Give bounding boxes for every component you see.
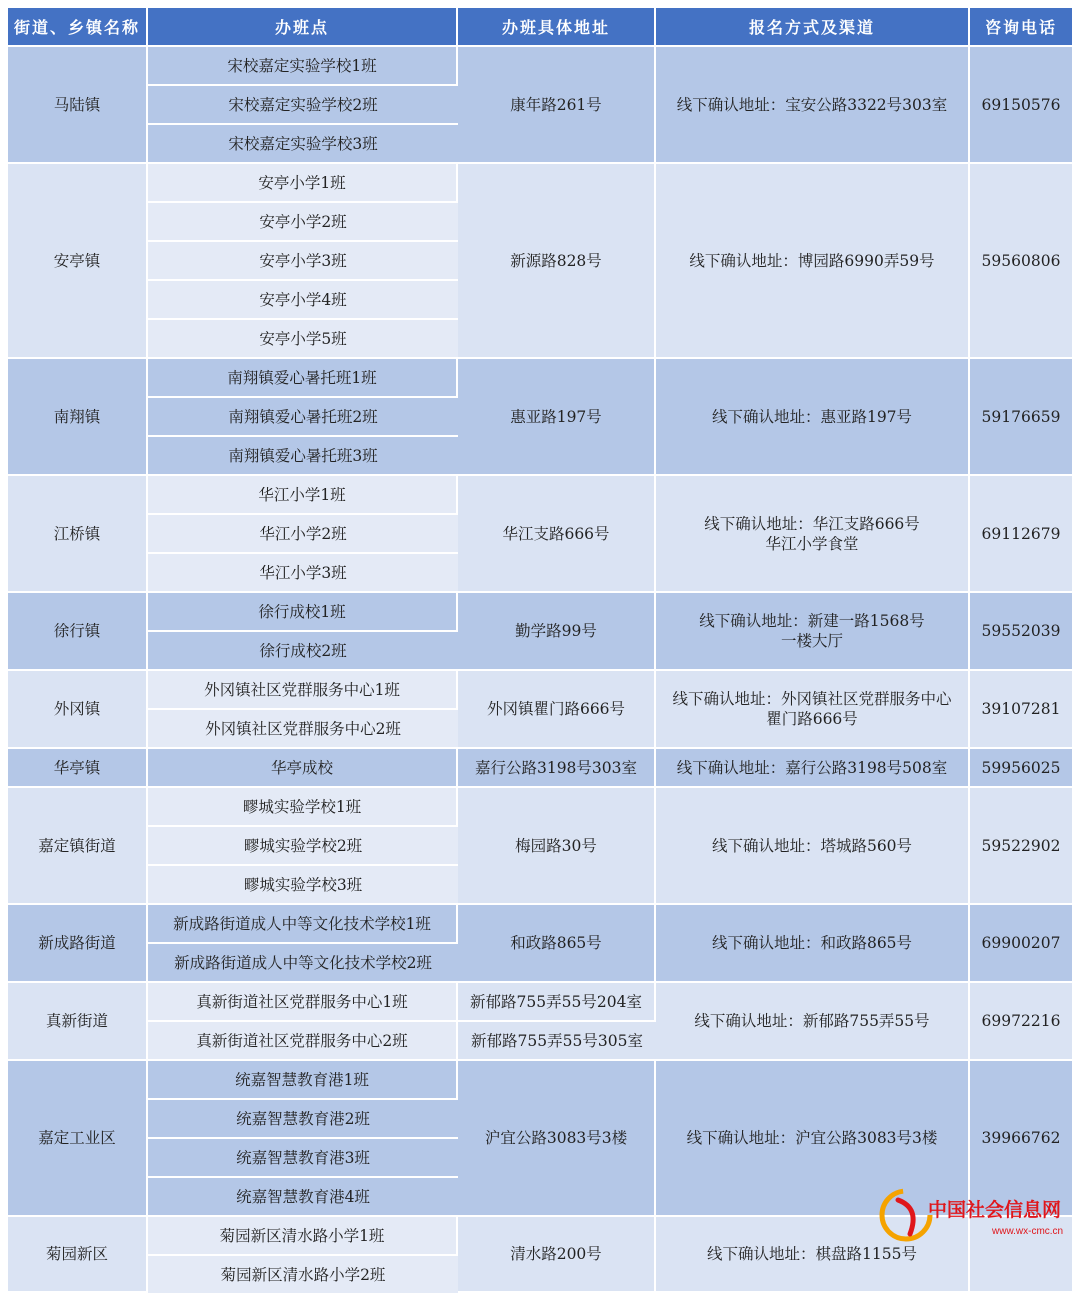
site-watermark-logo xyxy=(876,1178,1076,1248)
town-group xyxy=(8,749,1072,788)
table-row xyxy=(8,983,1072,1022)
table-row xyxy=(8,671,1072,710)
table-row xyxy=(8,749,1072,788)
town-group xyxy=(8,476,1072,593)
town-group xyxy=(8,359,1072,476)
signup-method xyxy=(656,671,970,749)
class-site: 新成路街道成人中等文化技术学校2班 xyxy=(148,944,458,983)
contact-phone: 59176659 xyxy=(970,359,1072,476)
signup-method xyxy=(656,476,970,593)
town-name: 菊园新区 xyxy=(8,1217,148,1293)
site-address: 惠亚路197号 xyxy=(458,359,656,476)
class-site: 疁城实验学校1班 xyxy=(148,788,458,827)
class-site: 真新街道社区党群服务中心1班 xyxy=(148,983,458,1022)
class-site: 外冈镇社区党群服务中心1班 xyxy=(148,671,458,710)
class-site: 宋校嘉定实验学校2班 xyxy=(148,86,458,125)
header-site: 办班点 xyxy=(148,8,458,47)
header-town: 街道、乡镇名称 xyxy=(8,8,148,47)
town-group xyxy=(8,671,1072,749)
class-site: 统嘉智慧教育港3班 xyxy=(148,1139,458,1178)
class-site: 徐行成校2班 xyxy=(148,632,458,671)
signup-method xyxy=(656,983,970,1061)
table-row xyxy=(8,164,1072,203)
contact-phone: 59956025 xyxy=(970,749,1072,788)
site-address: 清水路200号 xyxy=(458,1217,656,1293)
town-name: 外冈镇 xyxy=(8,671,148,749)
class-site: 菊园新区清水路小学2班 xyxy=(148,1256,458,1293)
signup-line: 华江小学食堂 xyxy=(765,534,859,553)
town-name: 江桥镇 xyxy=(8,476,148,593)
class-site: 安亭小学4班 xyxy=(148,281,458,320)
town-group xyxy=(8,905,1072,983)
town-group xyxy=(8,788,1072,905)
signup-line: 线下确认地址：宝安公路3322号303室 xyxy=(676,95,948,114)
class-site: 真新街道社区党群服务中心2班 xyxy=(148,1022,458,1061)
class-site: 南翔镇爱心暑托班3班 xyxy=(148,437,458,476)
site-address: 华江支路666号 xyxy=(458,476,656,593)
signup-line: 线下确认地址：博园路6990弄59号 xyxy=(689,251,935,270)
signup-method xyxy=(656,749,970,788)
logo-ring xyxy=(882,1191,930,1239)
signup-line: 线下确认地址：惠亚路197号 xyxy=(711,407,913,426)
signup-line: 线下确认地址：塔城路560号 xyxy=(711,836,913,855)
site-address: 新郁路755弄55号305室 xyxy=(458,1022,656,1061)
signup-line: 线下确认地址：沪宜公路3083号3楼 xyxy=(686,1129,938,1147)
class-site: 菊园新区清水路小学1班 xyxy=(148,1217,458,1256)
contact-phone: 69150576 xyxy=(970,47,1072,164)
signup-line: 线下确认地址：棋盘路1155号 xyxy=(707,1245,917,1263)
signup-method xyxy=(656,359,970,476)
contact-phone: 69900207 xyxy=(970,905,1072,983)
signup-line: 瞿门路666号 xyxy=(766,710,858,728)
town-name: 徐行镇 xyxy=(8,593,148,671)
table-row xyxy=(8,1061,1072,1100)
table-row xyxy=(8,593,1072,632)
contact-phone: 59522902 xyxy=(970,788,1072,905)
header-row xyxy=(8,8,1072,47)
signup-line: 线下确认地址：嘉行公路3198号508室 xyxy=(676,758,948,777)
table-row xyxy=(8,788,1072,827)
class-site: 华江小学3班 xyxy=(148,554,458,593)
class-site: 安亭小学3班 xyxy=(148,242,458,281)
signup-method xyxy=(656,164,970,359)
town-name: 南翔镇 xyxy=(8,359,148,476)
class-site: 疁城实验学校3班 xyxy=(148,866,458,905)
town-name: 嘉定镇街道 xyxy=(8,788,148,905)
table-row xyxy=(8,905,1072,944)
site-address: 勤学路99号 xyxy=(458,593,656,671)
contact-phone: 69972216 xyxy=(970,983,1072,1061)
class-site: 安亭小学5班 xyxy=(148,320,458,359)
class-site: 宋校嘉定实验学校1班 xyxy=(148,47,458,86)
signup-method xyxy=(656,788,970,905)
site-address: 沪宜公路3083号3楼 xyxy=(458,1061,656,1217)
class-site: 安亭小学1班 xyxy=(148,164,458,203)
town-name: 马陆镇 xyxy=(8,47,148,164)
class-site: 统嘉智慧教育港2班 xyxy=(148,1100,458,1139)
signup-method xyxy=(656,593,970,671)
watermark-url: www.wx-cmc.cn xyxy=(992,1226,1064,1237)
contact-phone: 59552039 xyxy=(970,593,1072,671)
town-group xyxy=(8,593,1072,671)
class-site: 疁城实验学校2班 xyxy=(148,827,458,866)
class-site: 统嘉智慧教育港1班 xyxy=(148,1061,458,1100)
town-name: 华亭镇 xyxy=(8,749,148,788)
class-site: 南翔镇爱心暑托班2班 xyxy=(148,398,458,437)
header-phone: 咨询电话 xyxy=(970,8,1072,47)
class-site: 统嘉智慧教育港4班 xyxy=(148,1178,458,1217)
signup-line: 一楼大厅 xyxy=(780,632,843,650)
logo-swoosh xyxy=(898,1200,913,1234)
class-site: 南翔镇爱心暑托班1班 xyxy=(148,359,458,398)
site-address: 嘉行公路3198号303室 xyxy=(458,749,656,788)
signup-line: 线下确认地址：和政路865号 xyxy=(711,934,913,952)
class-site: 外冈镇社区党群服务中心2班 xyxy=(148,710,458,749)
header-signup: 报名方式及渠道 xyxy=(656,8,970,47)
site-address: 外冈镇瞿门路666号 xyxy=(458,671,656,749)
class-site: 宋校嘉定实验学校3班 xyxy=(148,125,458,164)
class-site: 华亭成校 xyxy=(148,749,458,788)
town-group xyxy=(8,47,1072,164)
class-site: 华江小学2班 xyxy=(148,515,458,554)
signup-line: 线下确认地址：华江支路666号 xyxy=(704,514,920,533)
site-address: 和政路865号 xyxy=(458,905,656,983)
table-row xyxy=(8,47,1072,86)
site-address: 新郁路755弄55号204室 xyxy=(458,983,656,1022)
town-name: 嘉定工业区 xyxy=(8,1061,148,1217)
town-name: 新成路街道 xyxy=(8,905,148,983)
site-address: 康年路261号 xyxy=(458,47,656,164)
class-site: 徐行成校1班 xyxy=(148,593,458,632)
header-address: 办班具体地址 xyxy=(458,8,656,47)
signup-line: 线下确认地址：新郁路755弄55号 xyxy=(694,1012,930,1030)
contact-phone: 39107281 xyxy=(970,671,1072,749)
town-group xyxy=(8,164,1072,359)
contact-phone: 59560806 xyxy=(970,164,1072,359)
town-group xyxy=(8,983,1072,1061)
site-address: 新源路828号 xyxy=(458,164,656,359)
town-name: 安亭镇 xyxy=(8,164,148,359)
town-name: 真新街道 xyxy=(8,983,148,1061)
site-address: 梅园路30号 xyxy=(458,788,656,905)
class-site: 新成路街道成人中等文化技术学校1班 xyxy=(148,905,458,944)
class-site: 华江小学1班 xyxy=(148,476,458,515)
contact-phone: 69112679 xyxy=(970,476,1072,593)
signup-line: 线下确认地址：新建一路1568号 xyxy=(699,612,925,630)
signup-method xyxy=(656,47,970,164)
signup-line: 线下确认地址：外冈镇社区党群服务中心 xyxy=(672,690,952,708)
contact-phone: 39966762 xyxy=(970,1061,1072,1217)
table-row xyxy=(8,359,1072,398)
table-row xyxy=(8,476,1072,515)
signup-method xyxy=(656,905,970,983)
class-site: 安亭小学2班 xyxy=(148,203,458,242)
watermark-title: 中国社会信息网 xyxy=(928,1200,1062,1221)
training-class-table xyxy=(8,8,1072,1293)
